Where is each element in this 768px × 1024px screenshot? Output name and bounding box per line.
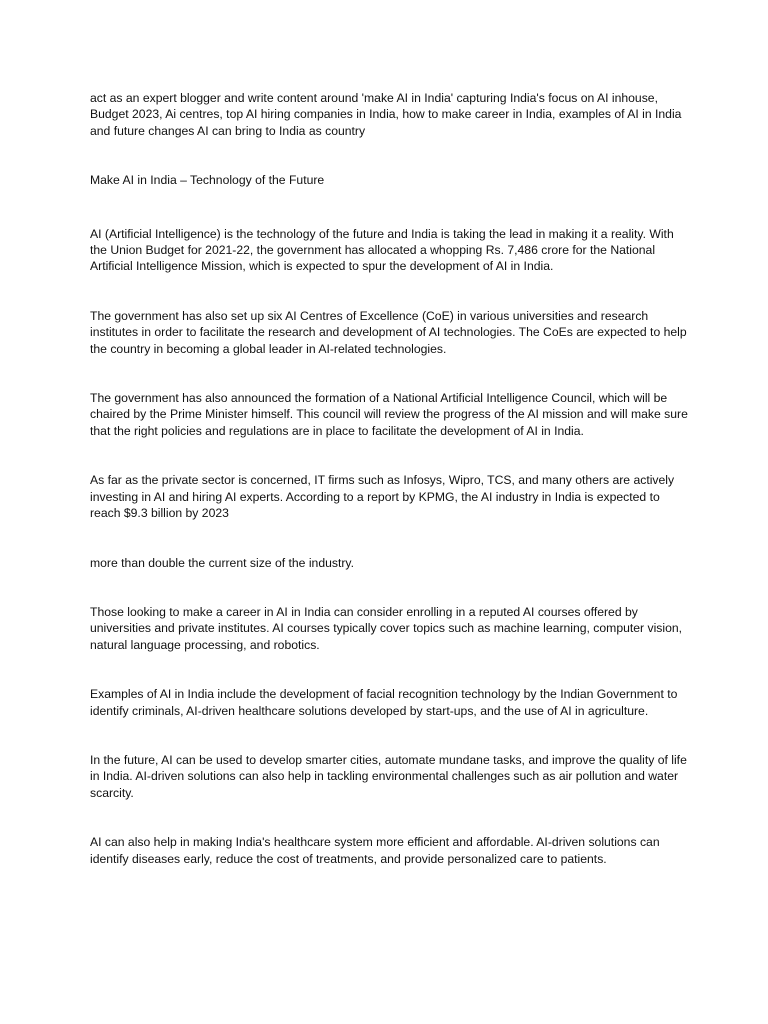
document-title: Make AI in India – Technology of the Future <box>90 173 325 188</box>
paragraph-budget: AI (Artificial Intelligence) is the technology of the future and India is taking the lead in making it a reality. With the Union Budget for 2021-22, the government has allocated a whopping Rs. 7,486 crore for the National Artificial Intelligence Mission, which is expected to spur the development of AI in India. <box>90 226 674 274</box>
paragraph-future: In the future, AI can be used to develop smarter cities, automate mundane tasks, and improve the quality of life in India. AI-driven solutions can also help in tackling environmental challenges such as air pollution and water scarcity. <box>90 752 687 800</box>
paragraph-private-sector: As far as the private sector is concerned, IT firms such as Infosys, Wipro, TCS, and many others are actively investing in AI and hiring AI experts. According to a report by KPMG, the AI industry in India is expected to reach $9.3 billion by 2023 <box>90 473 675 521</box>
paragraph-career: Those looking to make a career in AI in India can consider enrolling in a reputed AI courses offered by universities and private institutes. AI courses typically cover topics such as machine learning, computer vision, natural language processing, and robotics. <box>90 604 683 652</box>
paragraph-healthcare: AI can also help in making India's healthcare system more efficient and affordable. AI-driven solutions can identify diseases early, reduce the cost of treatments, and provide personalized care to patients. <box>90 835 660 866</box>
paragraph-coe: The government has also set up six AI Centres of Excellence (CoE) in various universities and research institutes in order to facilitate the research and development of AI technologies. The CoEs are expected to help the country in becoming a global leader in AI-related technologies. <box>90 308 687 356</box>
paragraph-examples: Examples of AI in India include the development of facial recognition technology by the Indian Government to identify criminals, AI-driven healthcare solutions developed by start-ups, and the use of AI in agriculture. <box>90 687 678 718</box>
paragraph-council: The government has also announced the formation of a National Artificial Intelligence Council, which will be chaired by the Prime Minister himself. This council will review the progress of the AI mission and will make sure that the right policies and regulations are in place to facilitate the development of AI in India. <box>90 391 688 438</box>
document-body <box>90 90 690 900</box>
paragraph-industry-size: more than double the current size of the industry. <box>90 555 354 570</box>
prompt-paragraph: act as an expert blogger and write content around 'make AI in India' capturing India's focus on AI inhouse, Budget 2023, Ai centres, top AI hiring companies in India, how to make career in India, examples of AI in India and future changes AI can bring to India as country <box>90 91 682 138</box>
